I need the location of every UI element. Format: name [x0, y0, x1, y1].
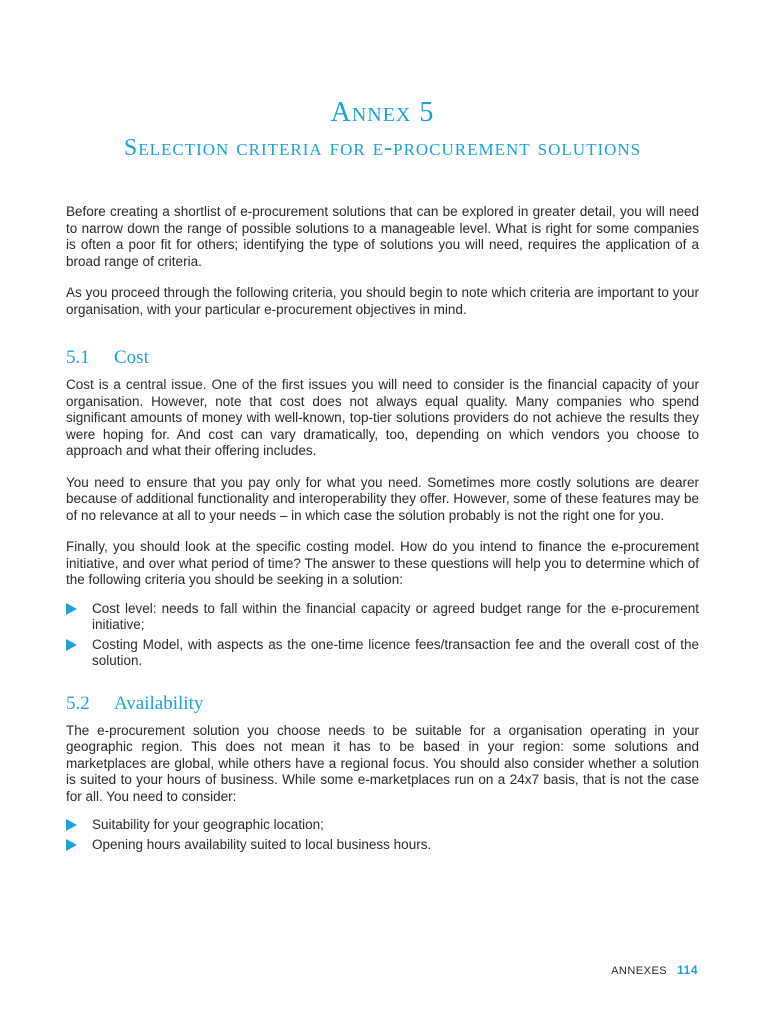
list-item — [66, 601, 699, 633]
section-number: 5.2 — [66, 692, 90, 714]
availability-paragraph-1: The e-procurement solution you choose needs to be suitable for a organisation operating in your geographic region. This does not mean it has to be based in your region: some solutions and marketplaces are global, while others have a regional focus. You should also consider whether a solution is suited to your hours of business. While some e-marketplaces run on a 24x7 basis, that is not the case for all. You need to consider: — [66, 722, 699, 804]
section-title: Availability — [114, 692, 204, 714]
section-title: Cost — [114, 347, 149, 369]
cost-bullet-list — [66, 601, 699, 669]
annex-label: Annex 5 — [330, 97, 435, 128]
section-heading-availability — [66, 693, 699, 715]
intro-paragraph-1: Before creating a shortlist of e-procurement solutions that can be explored in greater detail, you will need to narrow down the range of possible solutions to a manageable level. What is right for some companies is often a poor fit for others; identifying the type of solutions you will need, requires the application of a broad range of criteria. — [66, 204, 699, 269]
bullet-text: Suitability for your geographic location; — [92, 817, 324, 833]
bullet-arrow-icon — [66, 603, 77, 615]
bullet-arrow-icon — [66, 839, 77, 851]
list-item — [66, 637, 699, 669]
footer-label: ANNEXES — [611, 965, 668, 977]
availability-bullet-list — [66, 817, 699, 853]
bullet-text: Costing Model, with aspects as the one-time licence fees/transaction fee and the overall cost of the solution. — [92, 636, 699, 668]
bullet-arrow-icon — [66, 819, 77, 831]
page-number: 114 — [677, 963, 698, 977]
annex-heading — [66, 96, 699, 162]
cost-paragraph-3: Finally, you should look at the specific costing model. How do you intend to finance the e-procurement initiative, and over what period of time? The answer to these questions will help you to determine which of the following criteria you should be seeking in a solution: — [66, 539, 699, 588]
section-heading-cost — [66, 347, 699, 369]
annex-title: Selection criteria for e-procurement solutions — [123, 134, 642, 161]
cost-paragraph-1: Cost is a central issue. One of the first issues you will need to consider is the financial capacity of your organisation. However, note that cost does not always equal quality. Many companies who spend significant amounts of money with well-known, top-tier solutions providers do not achieve the results they were hoping for. And cost can vary dramatically, too, depending on which vendors you choose to approach and what their offering includes. — [66, 377, 699, 459]
bullet-text: Cost level: needs to fall within the financial capacity or agreed budget range for the e-procurement initiative; — [92, 600, 699, 632]
list-item — [66, 817, 699, 833]
bullet-text: Opening hours availability suited to local business hours. — [92, 837, 432, 853]
section-number: 5.1 — [66, 347, 90, 369]
cost-paragraph-2: You need to ensure that you pay only for what you need. Sometimes more costly solutions are dearer because of additional functionality and interoperability they offer. However, some of these features may be of no relevance at all to your needs – in which case the solution probably is not the right one for you. — [66, 474, 699, 523]
page-footer — [611, 963, 698, 977]
document-page — [66, 96, 699, 857]
list-item — [66, 837, 699, 853]
bullet-arrow-icon — [66, 639, 77, 651]
intro-paragraph-2: As you proceed through the following criteria, you should begin to note which criteria are important to your organisation, with your particular e-procurement objectives in mind. — [66, 285, 699, 317]
